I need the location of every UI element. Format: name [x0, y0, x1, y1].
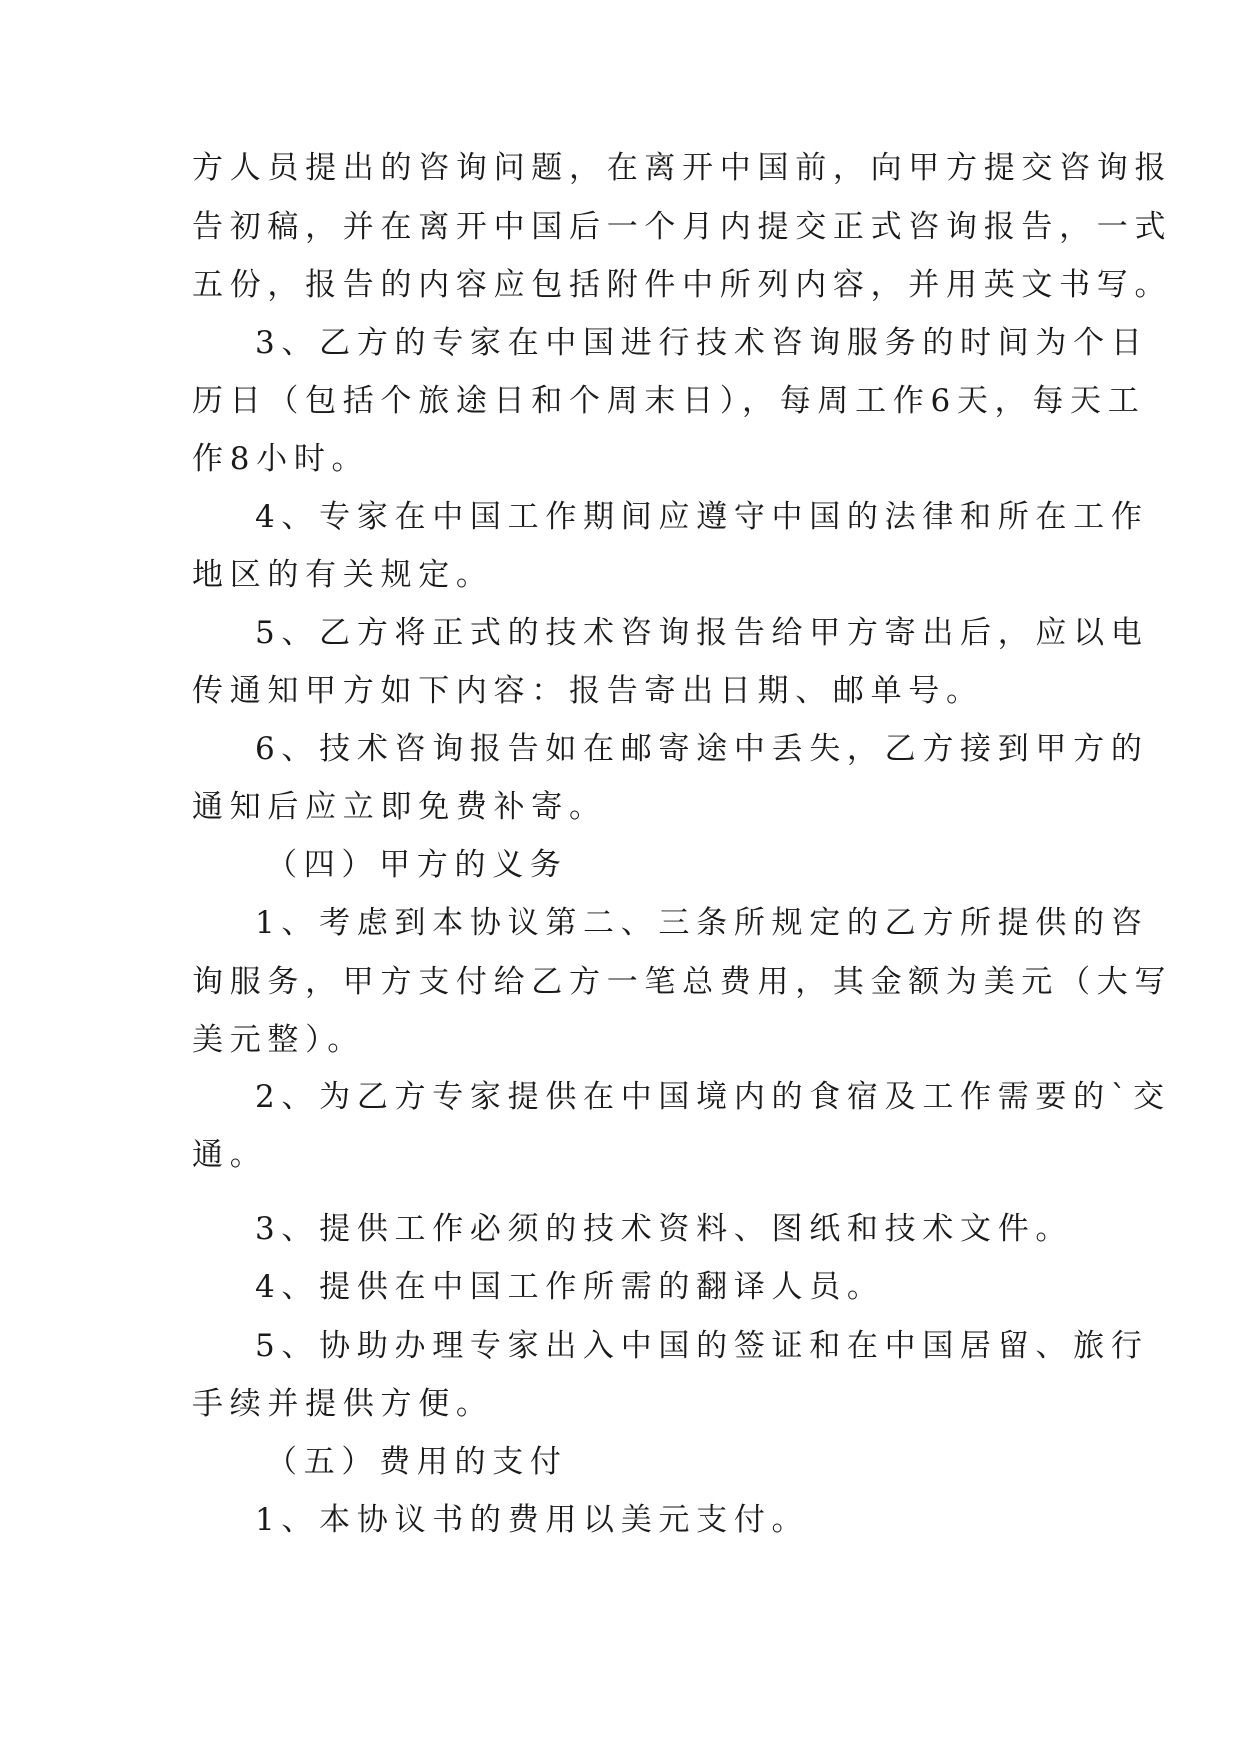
section-heading: （五）费用的支付 — [266, 1444, 568, 1480]
paragraph-start-line: 6、技术咨询报告如在邮寄途中丢失，乙方接到甲方的 — [255, 731, 1149, 767]
text-line: 历日（包括个旅途日和个周末日），每周工作6天，每天工 — [192, 383, 1146, 419]
section-heading: （四）甲方的义务 — [266, 847, 568, 883]
paragraph-start-line: 5、协助办理专家出入中国的签证和在中国居留、旅行 — [255, 1328, 1149, 1364]
paragraph-start-line: 1、考虑到本协议第二、三条所规定的乙方所提供的咨 — [255, 905, 1149, 941]
text-line: 询服务，甲方支付给乙方一笔总费用，其金额为美元（大写 — [192, 964, 1173, 1000]
paragraph-start-line: 4、专家在中国工作期间应遵守中国的法律和所在工作 — [255, 499, 1149, 535]
text-line: 传通知甲方如下内容：报告寄出日期、邮单号。 — [192, 673, 984, 709]
text-line: 五份，报告的内容应包括附件中所列内容，并用英文书写。 — [192, 267, 1173, 303]
paragraph-start-line: 3、乙方的专家在中国进行技术咨询服务的时间为个日 — [255, 325, 1149, 361]
text-line: 告初稿，并在离开中国后一个月内提交正式咨询报告，一式 — [192, 209, 1173, 245]
paragraph-start-line: 2、为乙方专家提供在中国境内的食宿及工作需要的`交 — [255, 1079, 1171, 1115]
paragraph-start-line: 4、提供在中国工作所需的翻译人员。 — [255, 1269, 885, 1305]
text-line: 美元整）。 — [192, 1022, 365, 1058]
text-line: 地区的有关规定。 — [192, 557, 494, 593]
text-line: 手续并提供方便。 — [192, 1386, 494, 1422]
paragraph-start-line: 5、乙方将正式的技术咨询报告给甲方寄出后，应以电 — [255, 615, 1149, 651]
text-line: 通知后应立即免费补寄。 — [192, 789, 607, 825]
text-line: 方人员提出的咨询问题，在离开中国前，向甲方提交咨询报 — [192, 150, 1173, 186]
paragraph-start-line: 3、提供工作必须的技术资料、图纸和技术文件。 — [255, 1211, 1074, 1247]
text-line: 作8小时。 — [192, 441, 370, 477]
paragraph-start-line: 1、本协议书的费用以美元支付。 — [255, 1502, 810, 1538]
text-line: 通。 — [192, 1137, 268, 1173]
